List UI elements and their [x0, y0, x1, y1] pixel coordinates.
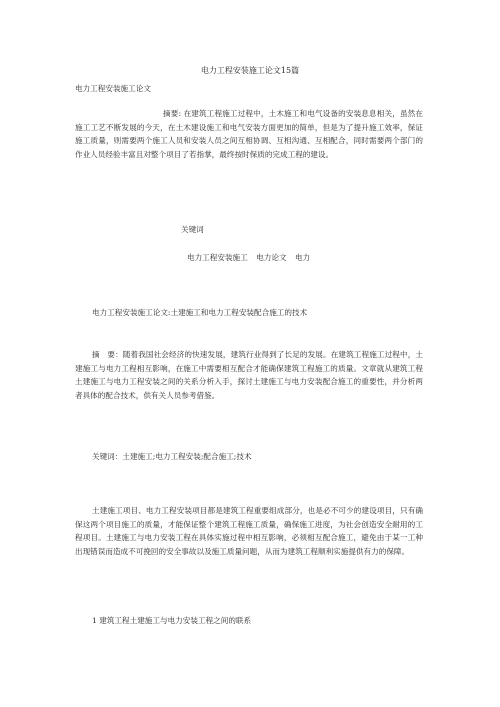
- body-paragraph: 土建施工项目、电力工程安装项目都是建筑工程重要组成部分，也是必不可少的建设项目，只有确保这两个项目施工的质量，才能保证整个建筑工程施工质量，确保施工进度，为社会创造安全耐用的工程项目。土建施工与电力安装工程在具体实施过程中相互影响，必须相互配合施工，避免由于某一工种出现错误而造成不可挽回的安全事故以及施工质量问题，从而为建筑工程顺利实施提供有力的保障。: [75, 506, 423, 556]
- section-title: 电力工程安装施工论文:土建施工和电力工程安装配合施工的技术: [92, 308, 308, 317]
- document-subtitle: 电力工程安装施工论文: [75, 84, 151, 93]
- keywords-label: 关键词: [181, 225, 204, 234]
- section-keywords: 关键词：土建施工;电力工程安装;配合施工;技术: [92, 452, 252, 461]
- section-heading-1: 1 建筑工程土建施工与电力安装工程之间的联系: [92, 616, 252, 625]
- section-abstract-paragraph: 摘 要：随着我国社会经济的快速发展，建筑行业得到了长足的发展。在建筑工程施工过程中，土建施工与电力工程相互影响，在施工中需要相互配合才能确保建筑工程施工的质量。文章就从建筑工程土建施工与电力工程安装之间的关系分析入手，探讨土建施工与电力安装配合施工的重要性，并分析两者具体的配合技术，供有关人员参考借鉴。: [75, 350, 423, 400]
- abstract-paragraph: 摘要: 在建筑工程施工过程中，土木施工和电气设备的安装息息相关，虽然在施工工艺不断发展的今天，在土木建设施工和电气安装方面更加的简单，但是为了提升施工效率，保证施工质量，则需要两个施工人员和安装人员之间互相协调、互相沟通、互相配合，同时需要两个部门的作业人员经验丰富且对整个项目了若指掌，最终按时保质的完成工程的建设。: [75, 109, 423, 159]
- document-title: 电力工程安装施工论文15篇: [200, 66, 300, 75]
- keywords-values: 电力工程安装施工 电力论文 电力: [187, 253, 311, 262]
